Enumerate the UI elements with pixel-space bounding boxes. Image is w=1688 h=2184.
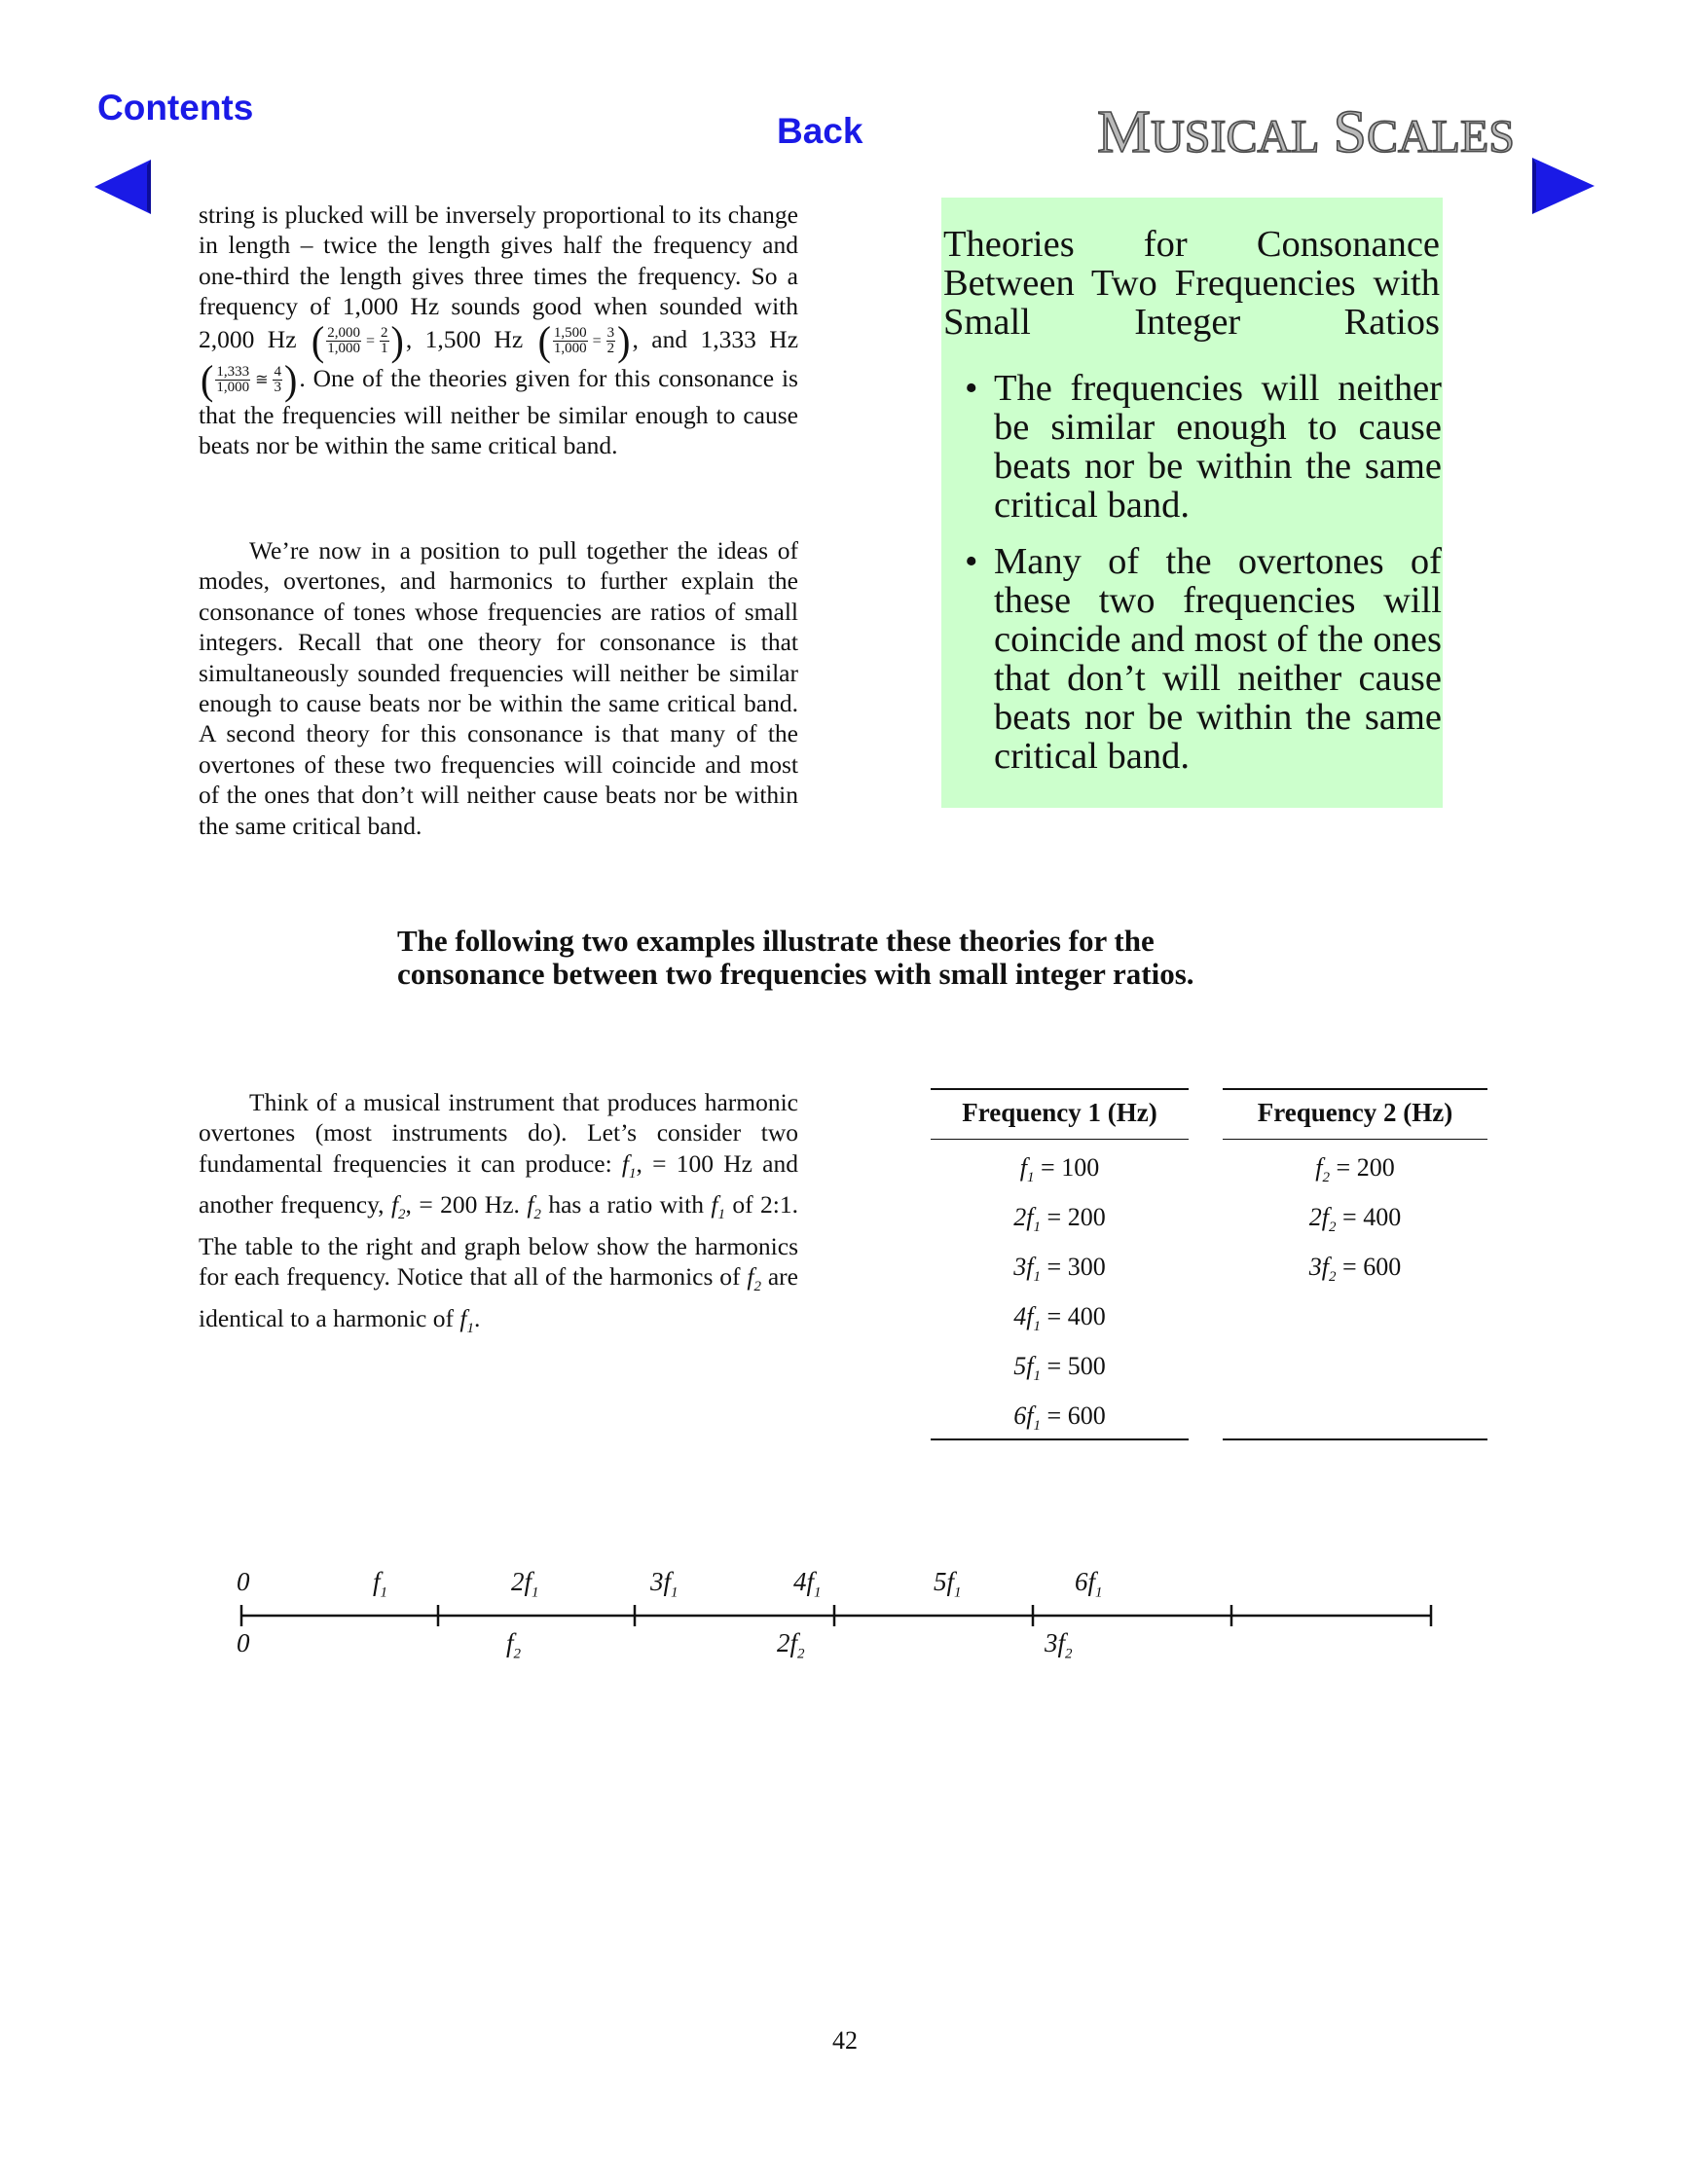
table-cell: $3f_1 = 300$ [1013,1253,1106,1286]
number-line-label: 0 [237,1628,250,1657]
brand-cap-s: S [1333,99,1367,165]
paragraph-2 [199,535,798,841]
table-cell: $f_2 = 200$ [1315,1153,1395,1186]
examples-intro: The following two examples illustrate these theories for the consonance between two frequencies with small integer ratios. [397,924,1194,991]
fraction-1333-1000: ( $\frac{1,333}{1,000}$ ≅ $\frac{4}{3}$ ) [201,356,298,403]
callout-bullets [941,369,1442,793]
table-cell: $2f_1 = 200$ [1013,1203,1106,1236]
number-line-label: $3f_1$ [650,1567,679,1601]
fraction-1500-1000: ( $\frac{1,500}{1,000}$ = $\frac{3}{2}$ ) [537,317,631,364]
header-frequency-2: Frequency 2 (Hz) [1257,1098,1453,1127]
back-link[interactable]: Back [777,111,863,151]
example-paragraph: Think of a musical instrument that produces harmonic overtones (most instruments do). Let’s consider two fundamental frequencies it can produce: $f_1$, = 100 Hz and another frequency, $f_2$, = 200 Hz. $f_2$ has a ratio with $f_1$ of 2:1. The table to the right and graph below show the harmonics for each frequency. Notice that all of the harmonics of $f_2$ are identical to a harmonic of $f_1$. [199,1088,798,1336]
left-arrow-icon[interactable] [92,158,153,221]
table-cell: $2f_2 = 400$ [1308,1203,1402,1236]
paragraph-1-text: string is plucked will be inversely proportional to its change in length – twice the length gives half the frequency and one-third the length gives three times the frequency. So a frequency of 1,000 Hz sounds good when sounded with [199,200,798,321]
number-line-label: $6f_1$ [1075,1567,1103,1601]
hz-2000: 2,000 Hz [199,324,297,353]
bullet-icon: • [965,541,978,582]
paragraph-2-text: We’re now in a position to pull together the ideas of modes, overtones, and harmonics to further explain the consonance of tones whose frequencies are ratios of small integers. Recall that one theory for consonance is that simultaneously sounded frequencies will neither be similar enough to cause beats nor be within the same critical band. A second theory for this consonance is that many of the overtones of these two frequencies will coincide and most of the ones that don’t will neither cause beats nor be within the same critical band. [199,536,798,840]
brand-title [1095,97,1553,165]
brand-rest-2: CALES [1366,111,1515,163]
number-line-label: $4f_1$ [793,1567,822,1601]
bullet-icon: • [965,368,978,409]
hz-1500: 1,500 Hz [424,324,524,353]
hz-1333: 1,333 Hz [700,324,799,353]
header-frequency-1: Frequency 1 (Hz) [962,1098,1157,1127]
table-cell: $6f_1 = 600$ [1013,1401,1106,1435]
right-arrow-icon[interactable] [1530,156,1596,221]
number-line-axis [234,1596,1441,1635]
table-cell: $3f_2 = 600$ [1308,1253,1402,1286]
and-word: and [651,324,688,353]
callout-bullet: • The frequencies will neither be similar enough to cause beats nor be within the same critical band. [965,368,1442,526]
number-line-label: $f_1$ [373,1567,388,1601]
page-number: 42 [832,2026,858,2055]
contents-link[interactable]: Contents [97,88,254,127]
table-cell: $f_1 = 100$ [1019,1153,1100,1186]
paragraph-1-rest: . One of the theories given for this consonance is that the frequencies will neither be similar enough to cause beats nor be within the same critical band. [199,363,798,460]
brand-cap-m: M [1097,99,1152,165]
fraction-2000-1000: ( $\frac{2,000}{1,000}$ = $\frac{2}{1}$ ) [311,317,404,364]
number-line-label: $f_2$ [506,1628,522,1662]
paragraph-1: string is plucked will be inversely proportional to its change in length – twice the length gives half the frequency and one-third the length gives three times the frequency. So a frequency of 1,000 Hz sounds good when sounded with 2,000 Hz ( $\frac{2,000}{1,000}$ = $\frac{2}{1}$ ) , 1,500 Hz ( $\frac{1,500}{1,000}$ = $\frac{3}{2}$ ) , and 1,333 Hz ( $\frac{1,333}{1,000}$ ≅ $\frac{4}{3}$ ) . One of the theories given for this consonance is that the frequencies will neither be similar enough to cause beats nor be within the same critical band. [199,200,799,460]
number-line-label: $2f_1$ [511,1567,539,1601]
brand-rest-1: USICAL [1151,111,1320,163]
table-cell: $5f_1 = 500$ [1013,1352,1106,1385]
callout-title: Theories for Consonance Between Two Frequencies with Small Integer Ratios [943,224,1440,343]
svg-text:MUSICALSCALES [1097,99,1515,165]
callout-bullet: • Many of the overtones of these two frequencies will coincide and most of the ones that don’t will neither cause beats nor be within the same critical band. [965,541,1442,777]
number-line-label: $3f_2$ [1045,1628,1073,1662]
table-cell: $4f_1 = 400$ [1013,1302,1106,1335]
number-line-label: $5f_1$ [934,1567,962,1601]
number-line-label: 0 [237,1567,250,1596]
theories-callout [941,198,1443,808]
number-line-label: $2f_2$ [777,1628,805,1662]
